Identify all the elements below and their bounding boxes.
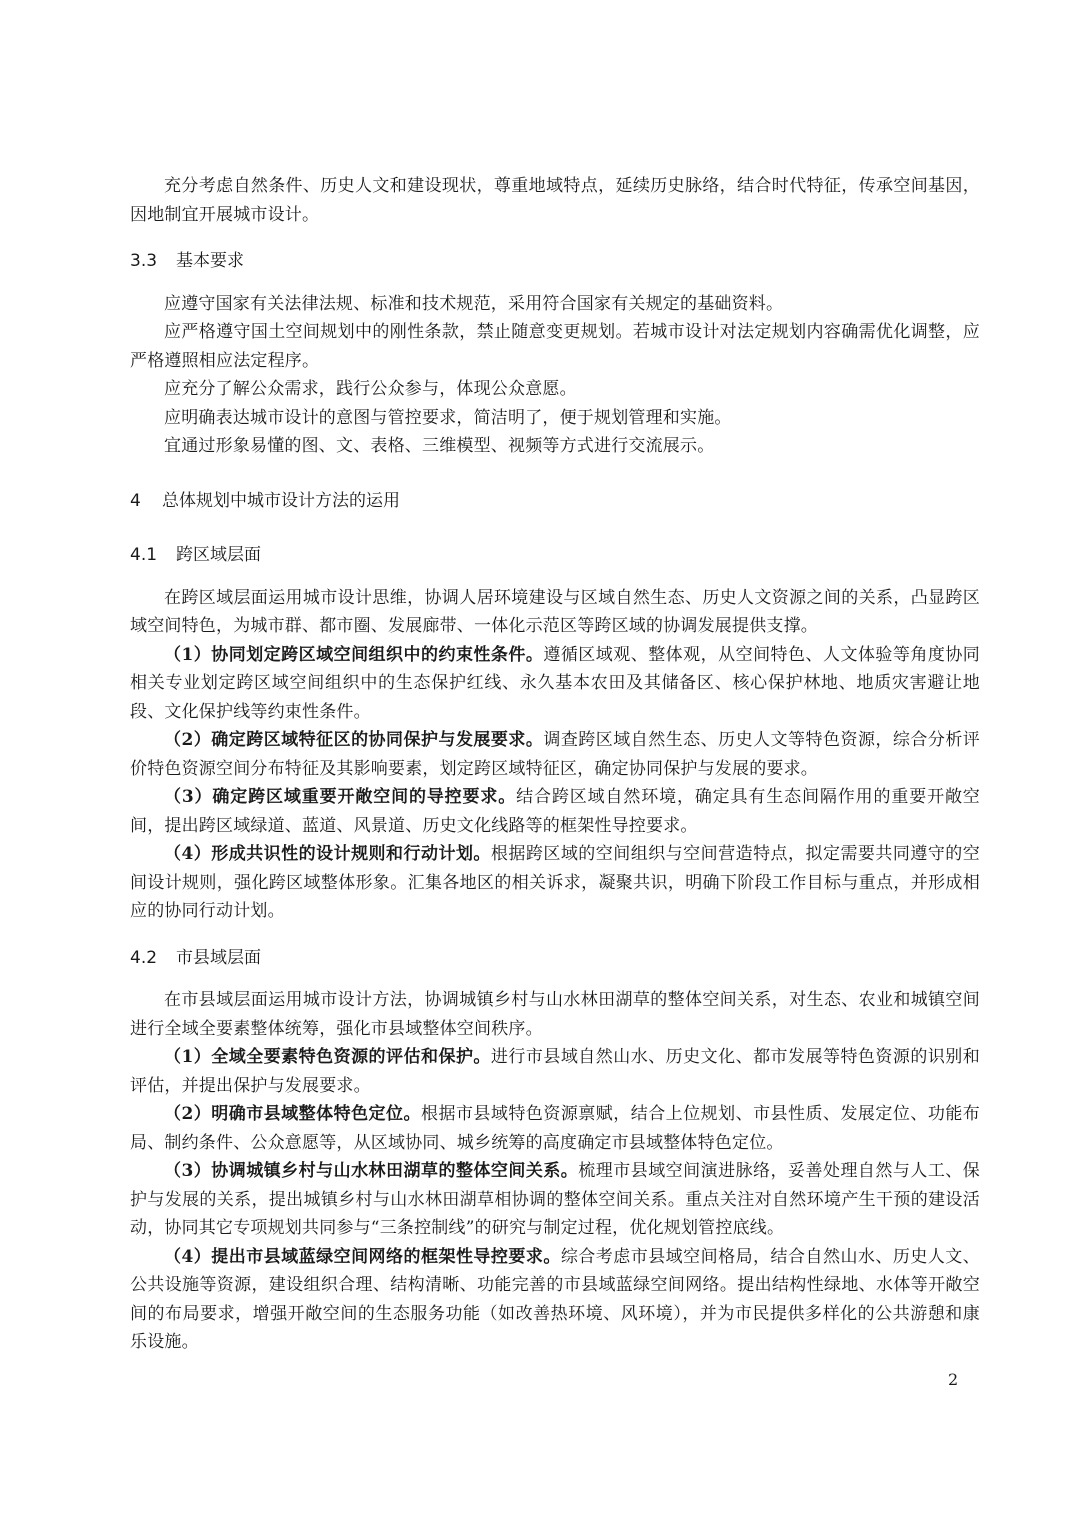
paragraph: 应充分了解公众需求，践行公众参与，体现公众意愿。 [164,379,577,399]
paragraph: 应明确表达城市设计的意图与管控要求，简洁明了，便于规划管理和实施。 [164,407,732,428]
list-item-body: 进行市县域自然山水、历史文化、都市发展等特色资源的识别和评估，并提出保护与发展要求。 [130,1047,980,1096]
list-item-body: 调查跨区域自然生态、历史人文等特色资源，综合分析评价特色资源空间分布特征及其影响要素，划定跨区域特征区，确定协同保护与发展的要求。 [130,730,981,779]
paragraph: 应遵守国家有关法律法规、标准和技术规范，采用符合国家有关规定的基础资料。 [164,293,784,314]
section-number: 4 [130,490,141,511]
list-item-body: 根据跨区域的空间组织与空间营造特点，拟定需要共同遵守的空间设计规则，强化跨区域整体形象。汇集各地区的相关诉求，凝聚共识，明确下阶段工作目标与重点，并形成相应的协同行动计划。 [130,844,980,921]
section-4-1-heading [130,541,980,570]
list-item-lead: （2）确定跨区域特征区的协同保护与发展要求。 [164,730,544,750]
list-item [130,840,980,926]
document-page [130,172,980,1357]
list-item-lead: （3）协调城镇乡村与山水林田湖草的整体空间关系。 [164,1161,579,1181]
list-item [130,726,980,783]
list-item-body: 结合跨区域自然环境，确定具有生态间隔作用的重要开敞空间，提出跨区域绿道、蓝道、风景道、历史文化线路等的框架性导控要求。 [130,787,981,836]
list-item [130,1043,980,1100]
section-number: 4.2 [130,947,158,968]
list-item-body: 根据市县域特色资源禀赋，结合上位规划、市县性质、发展定位、功能布局、制约条件、公众意愿等，从区域协同、城乡统筹的高度确定市县域整体特色定位。 [130,1104,981,1153]
list-item [130,641,980,727]
list-item [130,1243,980,1357]
section-title: 基本要求 [176,251,244,271]
intro-paragraph: 充分考虑自然条件、历史人文和建设现状，尊重地域特点，延续历史脉络，结合时代特征，传承空间基因，因地制宜开展城市设计。 [130,176,980,225]
list-item [130,1157,980,1243]
paragraph: 在跨区域层面运用城市设计思维，协调人居环境建设与区域自然生态、历史人文资源之间的关系，凸显跨区域空间特色，为城市群、都市圈、发展廊带、一体化示范区等跨区域的协调发展提供支撑。 [130,587,980,636]
list-item-body: 梳理市县域空间演进脉络，妥善处理自然与人工、保护与发展的关系，提出城镇乡村与山水林田湖草相协调的整体空间关系。重点关注对自然环境产生干预的建设活动，协同其它专项规划共同参与“三条控制线”的研究与制定过程，优化规划管控底线。 [130,1161,980,1238]
list-item-lead: （2）明确市县域整体特色定位。 [164,1104,421,1124]
section-3-3-heading [130,247,980,276]
list-item-lead: （4）提出市县域蓝绿空间网络的框架性导控要求。 [164,1246,561,1267]
section-title: 跨区域层面 [176,545,261,565]
list-item-body: 综合考虑市县域空间格局，结合自然山水、历史人文、公共设施等资源，建设组织合理、结构清晰、功能完善的市县域蓝绿空间网络。提出结构性绿地、水体等开敞空间的布局要求，增强开敞空间的生态服务功能（如改善热环境、风环境），并为市民提供多样化的公共游憩和康乐设施。 [130,1246,980,1352]
page-number: 2 [948,1370,959,1389]
list-item [130,1100,980,1157]
paragraph: 宜通过形象易懂的图、文、表格、三维模型、视频等方式进行交流展示。 [164,436,715,456]
section-title: 市县域层面 [176,947,261,968]
list-item-body: 遵循区域观、整体观，从空间特色、人文体验等角度协同相关专业划定跨区域空间组织中的生态保护红线、永久基本农田及其储备区、核心保护林地、地质灾害避让地段、文化保护线等约束性条件。 [130,644,981,722]
paragraph: 在市县域层面运用城市设计方法，协调城镇乡村与山水林田湖草的整体空间关系，对生态、农业和城镇空间进行全域全要素整体统筹，强化市县域整体空间秩序。 [130,990,980,1039]
list-item-lead: （1）协同划定跨区域空间组织中的约束性条件。 [164,644,544,665]
section-4-2-heading [130,944,980,973]
paragraph: 应严格遵守国土空间规划中的刚性条款，禁止随意变更规划。若城市设计对法定规划内容确需优化调整，应严格遵照相应法定程序。 [130,322,980,371]
list-item [130,783,980,840]
section-number: 4.1 [130,545,158,565]
section-number: 3.3 [130,251,158,271]
section-title: 总体规划中城市设计方法的运用 [162,490,400,511]
list-item-lead: （4）形成共识性的设计规则和行动计划。 [164,844,491,864]
list-item-lead: （3）确定跨区域重要开敞空间的导控要求。 [164,787,517,807]
section-4-heading [130,487,980,516]
list-item-lead: （1）全域全要素特色资源的评估和保护。 [164,1047,491,1067]
